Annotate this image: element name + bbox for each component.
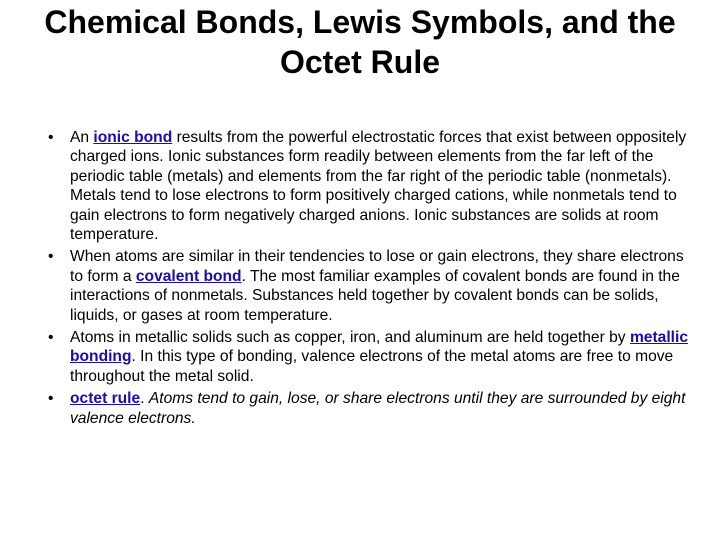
bullet-mark: • (48, 329, 54, 347)
bullet-text-after: results from the powerful electrostatic forces that exist between oppositely charged ions. Ionic substances form readily between elements from the far left of the periodic table (metals) and elements from the far right of the periodic table (nonmetals). Metals tend to lose electrons to form positively charged cations, while nonmetals tend to gain electrons to form negatively charged anions. Ionic substances are solids at room temperature. (70, 129, 687, 244)
ionic-bond-link[interactable]: ionic bond (93, 129, 173, 146)
bullet-metallic-bonding (48, 328, 688, 386)
bullet-punct: . (140, 390, 149, 408)
bullet-text-before: Atoms in metallic solids such as copper, iron, and aluminum are held together by (70, 329, 630, 347)
bullet-octet-rule (48, 389, 688, 428)
octet-rule-definition: Atoms tend to gain, lose, or share electrons until they are surrounded by eight valence electrons. (70, 390, 686, 427)
bullet-mark: • (48, 390, 54, 408)
bullet-text-before: When atoms are similar in their tendencies to lose or gain electrons, they share electrons to form a (70, 248, 684, 285)
bullet-covalent-bond (48, 247, 688, 325)
metallic-bonding-link[interactable]: metallic bonding (70, 329, 689, 366)
bullet-text-after: . In this type of bonding, valence electrons of the metal atoms are free to move throughout the metal solid. (70, 348, 674, 385)
bullet-ionic-bond (48, 128, 688, 244)
bullet-text-after: . The most familiar examples of covalent bonds are found in the interactions of nonmetals. Substances held together by covalent bonds can be solids, liquids, or gases at room temperature. (70, 267, 680, 324)
bullet-list (48, 128, 688, 431)
covalent-bond-link[interactable]: covalent bond (135, 267, 242, 285)
bullet-mark: • (48, 129, 54, 146)
octet-rule-link[interactable]: octet rule (70, 390, 141, 408)
bullet-text-before: An (70, 129, 94, 146)
slide-title: Chemical Bonds, Lewis Symbols, and the Octet Rule (44, 4, 676, 80)
bullet-mark: • (48, 248, 54, 266)
